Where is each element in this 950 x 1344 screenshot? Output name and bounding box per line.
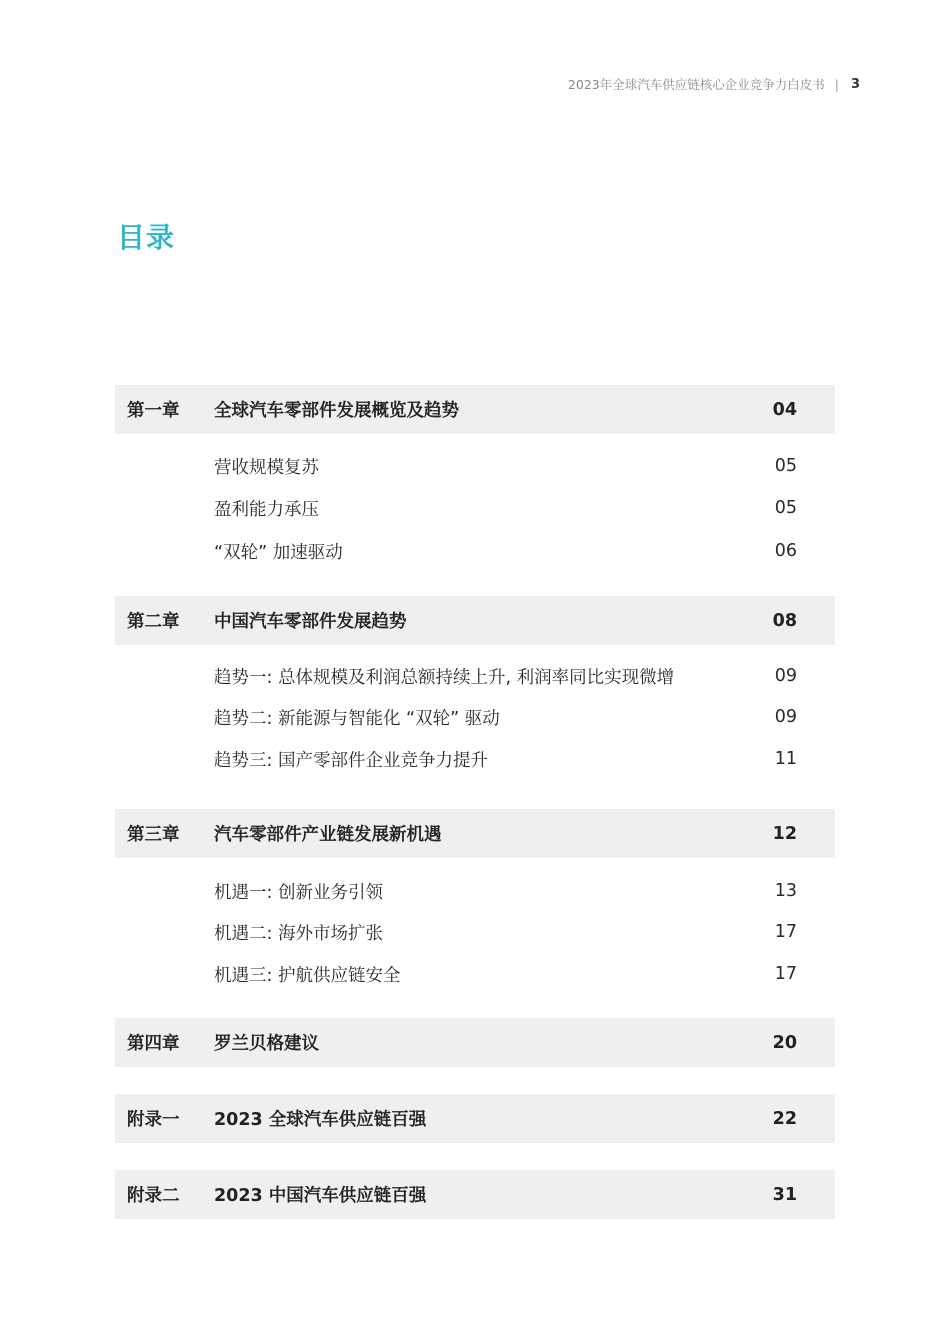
- chapter-title: 全球汽车零部件发展概览及趋势: [214, 401, 459, 421]
- toc-entry[interactable]: [115, 452, 835, 480]
- toc-entry[interactable]: [115, 918, 835, 946]
- chapter-title: 罗兰贝格建议: [214, 1034, 319, 1054]
- chapter-label: 第三章: [127, 825, 180, 845]
- entry-page: 17: [774, 922, 797, 942]
- chapter-page: 12: [772, 823, 797, 844]
- chapter-title: 汽车零部件产业链发展新机遇: [214, 825, 442, 845]
- page-header: [568, 74, 860, 94]
- entry-title: “双轮” 加速驱动: [214, 542, 343, 563]
- chapter-page: 31: [772, 1184, 797, 1205]
- toc-entry[interactable]: [115, 877, 835, 905]
- header-page-number: 3: [850, 76, 860, 92]
- chapter-label: 第四章: [127, 1034, 180, 1054]
- chapter-title: 2023 全球汽车供应链百强: [214, 1110, 427, 1130]
- entry-title: 机遇二: 海外市场扩张: [214, 923, 383, 944]
- chapter-title: 中国汽车零部件发展趋势: [214, 612, 407, 632]
- chapter-page: 04: [772, 399, 797, 420]
- toc-title: 目录: [117, 221, 176, 254]
- toc-chapter-3[interactable]: [115, 809, 835, 858]
- chapter-page: 22: [772, 1108, 797, 1129]
- entry-page: 17: [774, 964, 797, 984]
- toc-chapter-4[interactable]: [115, 1018, 835, 1067]
- entry-page: 11: [774, 749, 797, 769]
- chapter-title: 2023 中国汽车供应链百强: [214, 1186, 427, 1206]
- entry-page: 06: [774, 541, 797, 561]
- chapter-label: 附录二: [127, 1186, 180, 1206]
- entry-title: 营收规模复苏: [214, 457, 319, 478]
- entry-page: 05: [774, 456, 797, 476]
- header-doc-title: 2023年全球汽车供应链核心企业竞争力白皮书: [567, 77, 825, 92]
- chapter-label: 第一章: [127, 401, 180, 421]
- toc-entry[interactable]: [115, 537, 835, 565]
- chapter-page: 20: [772, 1032, 797, 1053]
- toc-entry[interactable]: [115, 494, 835, 522]
- toc-entry[interactable]: [115, 662, 835, 690]
- entry-title: 机遇一: 创新业务引领: [214, 882, 383, 903]
- entry-title: 趋势三: 国产零部件企业竞争力提升: [214, 750, 488, 771]
- toc-entry[interactable]: [115, 703, 835, 731]
- toc-entry[interactable]: [115, 745, 835, 773]
- chapter-label: 第二章: [127, 612, 180, 632]
- entry-title: 盈利能力承压: [214, 499, 319, 520]
- toc-chapter-1[interactable]: [115, 385, 835, 434]
- entry-page: 09: [774, 707, 797, 727]
- entry-page: 13: [774, 881, 797, 901]
- header-separator: |: [834, 76, 839, 92]
- entry-page: 05: [774, 498, 797, 518]
- toc-entry[interactable]: [115, 960, 835, 988]
- entry-title: 趋势二: 新能源与智能化 “双轮” 驱动: [214, 708, 500, 729]
- chapter-page: 08: [772, 610, 797, 631]
- chapter-label: 附录一: [127, 1110, 180, 1130]
- toc-chapter-2[interactable]: [115, 596, 835, 645]
- entry-page: 09: [774, 666, 797, 686]
- toc-appendix-1[interactable]: [115, 1094, 835, 1143]
- entry-title: 趋势一: 总体规模及利润总额持续上升, 利润率同比实现微增: [214, 667, 675, 688]
- toc-appendix-2[interactable]: [115, 1170, 835, 1219]
- entry-title: 机遇三: 护航供应链安全: [214, 965, 401, 986]
